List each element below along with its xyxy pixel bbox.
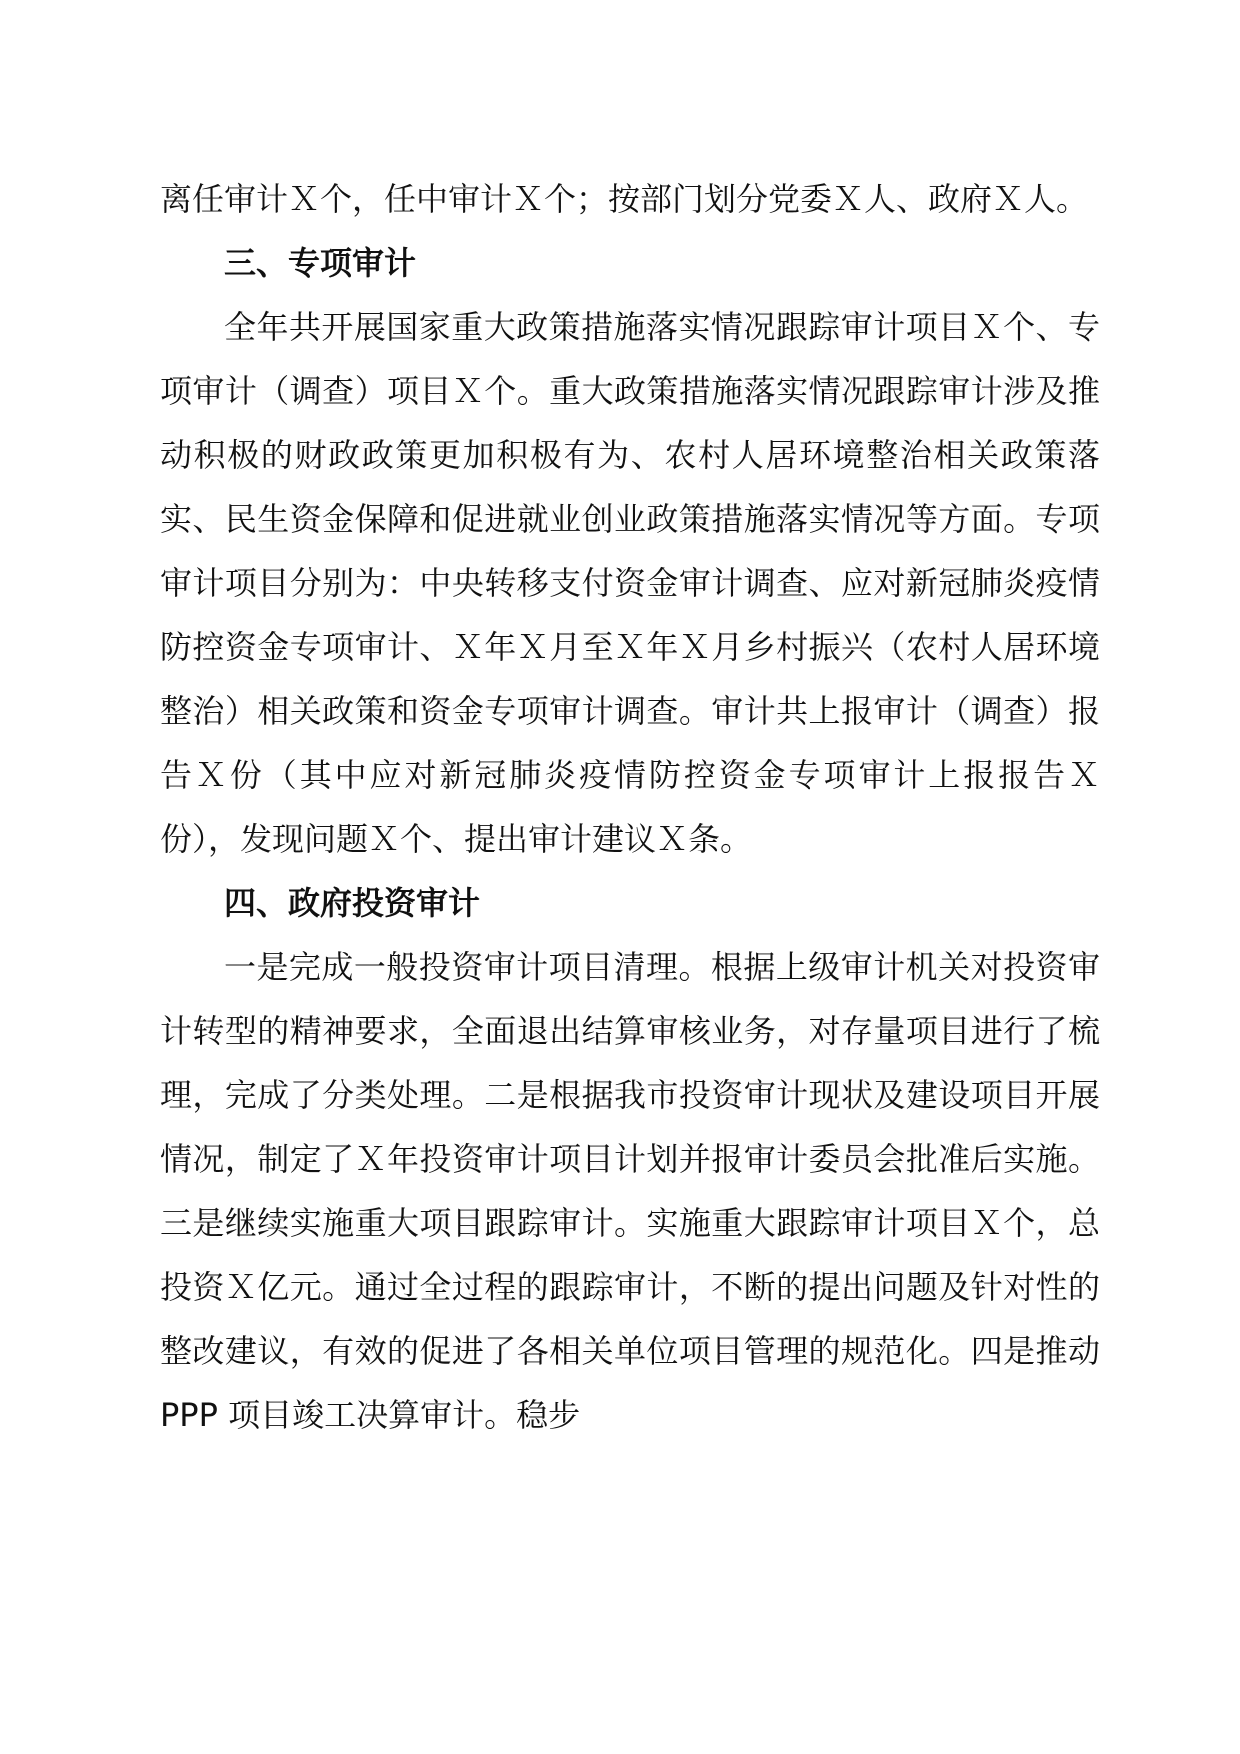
document-body [160, 167, 1100, 1447]
investment-audit-paragraph: 一是完成一般投资审计项目清理。根据上级审计机关对投资审计转型的精神要求，全面退出结算审核业务，对存量项目进行了梳理，完成了分类处理。二是根据我市投资审计现状及建设项目开展情况，制定了Ｘ年投资审计项目计划并报审计委员会批准后实施。三是继续实施重大项目跟踪审计。实施重大跟踪审计项目Ｘ个，总投资Ｘ亿元。通过全过程的跟踪审计，不断的提出问题及针对性的整改建议，有效的促进了各相关单位项目管理的规范化。四是推动 PPP 项目竣工决算审计。稳步 [160, 948, 1100, 1434]
section-heading-special-audit: 三、专项审计 [224, 244, 417, 282]
section-heading-investment-audit: 四、政府投资审计 [224, 884, 481, 922]
continued-paragraph: 离任审计Ｘ个，任中审计Ｘ个；按部门划分党委Ｘ人、政府Ｘ人。 [160, 180, 1089, 218]
special-audit-paragraph: 全年共开展国家重大政策措施落实情况跟踪审计项目Ｘ个、专项审计（调查）项目Ｘ个。重大政策措施落实情况跟踪审计涉及推动积极的财政政策更加积极有为、农村人居环境整治相关政策落实、民生资金保障和促进就业创业政策措施落实情况等方面。专项审计项目分别为：中央转移支付资金审计调查、应对新冠肺炎疫情防控资金专项审计、Ｘ年Ｘ月至Ｘ年Ｘ月乡村振兴（农村人居环境整治）相关政策和资金专项审计调查。审计共上报审计（调查）报告Ｘ份（其中应对新冠肺炎疫情防控资金专项审计上报报告Ｘ份），发现问题Ｘ个、提出审计建议Ｘ条。 [160, 308, 1100, 858]
